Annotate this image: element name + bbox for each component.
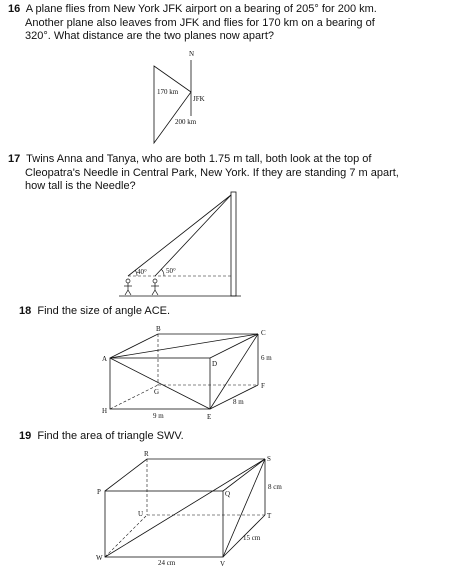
vertex-d-label: D: [212, 360, 218, 368]
angle-arc-b: [161, 269, 164, 276]
question-18: [19, 305, 170, 319]
vertex-g-label: G: [154, 388, 160, 396]
question-text: Find the size of angle ACE.: [37, 305, 171, 317]
sight-line-a: [128, 195, 231, 276]
person-b-icon: [151, 279, 159, 295]
question-number: 16: [8, 3, 21, 15]
question-17: [8, 153, 458, 194]
distance-a-label: 170 km: [157, 88, 179, 96]
front-face: [105, 491, 223, 557]
question-text: Find the area of triangle SWV.: [37, 430, 184, 442]
width-label: 24 cm: [158, 559, 176, 567]
question-text: 320°. What distance are the two planes now apart?: [25, 30, 274, 42]
depth-edge-q: [223, 459, 265, 491]
vertex-r-label: R: [144, 450, 149, 458]
question-text: Cleopatra's Needle in Central Park, New York. If they are standing 7 m apart,: [25, 166, 399, 179]
sight-line-b: [155, 195, 231, 276]
vertex-w-label: W: [96, 554, 103, 562]
person-a-icon: [124, 279, 132, 295]
diagonal-sv: [223, 459, 265, 557]
question-text: Another plane also leaves from JFK and flies for 170 km on a bearing of: [25, 16, 375, 29]
question-text: A plane flies from New York JFK airport on a bearing of 205° for 200 km.: [25, 3, 377, 15]
question-text: how tall is the Needle?: [25, 180, 136, 192]
vertex-a-label: A: [102, 355, 108, 363]
hidden-edge-hg: [110, 385, 158, 409]
question-number: 18: [19, 305, 32, 317]
vertex-q-label: Q: [225, 490, 231, 498]
vertex-t-label: T: [267, 512, 272, 520]
needle-diagram: [115, 190, 245, 300]
vertex-p-label: P: [97, 488, 101, 496]
height-label: 8 cm: [268, 483, 282, 491]
cuboid-swv-diagram: [90, 446, 290, 570]
question-19: [19, 430, 184, 444]
angle-b-label: 50°: [166, 267, 176, 275]
question-16: [8, 3, 458, 44]
north-label: N: [189, 50, 195, 58]
distance-b-label: 200 km: [175, 118, 197, 126]
vertex-b-label: B: [156, 325, 161, 333]
airport-label: JFK: [193, 95, 205, 103]
question-number: 17: [8, 153, 21, 165]
height-label: 6 m: [261, 354, 272, 362]
vertex-e-label: E: [207, 413, 212, 421]
vertex-h-label: H: [102, 407, 108, 415]
width-label: 9 m: [153, 412, 164, 420]
needle-obelisk: [231, 192, 236, 296]
vertex-u-label: U: [138, 510, 144, 518]
vertex-f-label: F: [261, 382, 265, 390]
vertex-c-label: C: [261, 329, 266, 337]
question-text: Twins Anna and Tanya, who are both 1.75 m tall, both look at the top of: [26, 153, 372, 165]
vertex-s-label: S: [267, 455, 271, 463]
triangle-path: [154, 66, 191, 143]
bearing-diagram: [140, 48, 220, 148]
question-number: 19: [19, 430, 32, 442]
depth-edge-p: [105, 459, 147, 491]
diagonal-sw: [105, 459, 265, 557]
depth-label: 15 cm: [243, 534, 261, 542]
vertex-v-label: V: [220, 560, 226, 568]
depth-label: 8 m: [233, 398, 244, 406]
hidden-edge-wu: [105, 515, 147, 557]
diagonal-ac: [110, 334, 258, 358]
cuboid-ace-diagram: [95, 322, 295, 427]
angle-a-label: 40°: [137, 268, 147, 276]
